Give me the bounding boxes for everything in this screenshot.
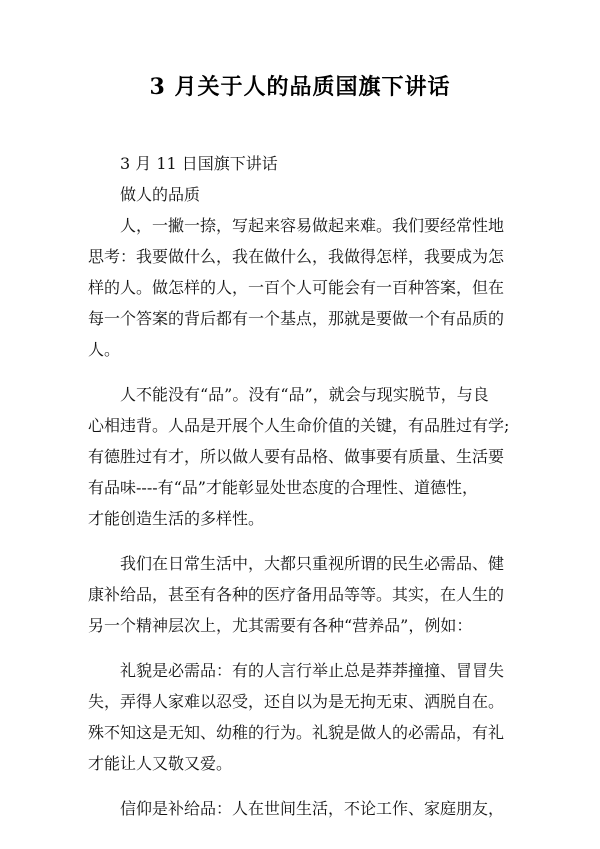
paragraph-line: 人。 [88, 340, 121, 359]
paragraph-gap [88, 365, 520, 379]
paragraph-line: 每一个答案的背后都有一个基点，那就是要做一个有品质的 [88, 309, 505, 328]
paragraph-5 [88, 793, 520, 824]
paragraph-gap [88, 779, 520, 793]
paragraph-line: 康补给品，甚至有各种的医疗备用品等等。其实，在人生的 [88, 585, 505, 604]
paragraph-line: 礼貌是必需品：有的人言行举止总是莽莽撞撞、冒冒失 [120, 661, 505, 680]
paragraph-line: 有品味----有“品”才能彰显处世态度的合理性、道德性， [88, 478, 478, 497]
document-body [88, 148, 520, 824]
paragraph-line: 信仰是补给品：人在世间生活，不论工作、家庭朋友， [120, 799, 505, 818]
date-line: 3 月 11 日国旗下讲话 [120, 154, 278, 173]
paragraph-line: 人，一撇一捺，写起来容易做起来难。我们要经常性地 [120, 216, 505, 235]
paragraph-line: 失，弄得人家难以忍受，还自以为是无拘无束、洒脱自在。 [88, 692, 505, 711]
paragraph-4 [88, 655, 520, 779]
paragraph-gap [88, 641, 520, 655]
paragraph-line: 才能让人又敬又爱。 [88, 754, 233, 773]
paragraph-line: 人不能没有“品”。没有“品”，就会与现实脱节，与良 [120, 385, 489, 404]
speech-subtitle: 做人的品质 [120, 185, 201, 204]
paragraph-line: 心相违背。人品是开展个人生命价值的关键，有品胜过有学; [88, 416, 510, 435]
paragraph-line: 有德胜过有才，所以做人要有品格、做事要有质量、生活要 [88, 447, 505, 466]
document-title: 3 月关于人的品质国旗下讲话 [149, 74, 451, 100]
paragraph-line: 思考：我要做什么，我在做什么，我做得怎样，我要成为怎 [88, 247, 505, 266]
paragraph-line: 另一个精神层次上，尤其需要有各种“营养品”，例如： [88, 616, 473, 635]
paragraph-3 [88, 548, 520, 641]
paragraph-line: 我们在日常生活中，大都只重视所谓的民生必需品、健 [120, 554, 505, 573]
paragraph-2 [88, 379, 520, 534]
paragraph-line: 样的人。做怎样的人，一百个人可能会有一百种答案，但在 [88, 278, 505, 297]
paragraph-line: 才能创造生活的多样性。 [88, 509, 265, 528]
paragraph-gap [88, 534, 520, 548]
paragraph-line: 殊不知这是无知、幼稚的行为。礼貌是做人的必需品，有礼 [88, 723, 505, 742]
paragraph-1 [88, 210, 520, 365]
